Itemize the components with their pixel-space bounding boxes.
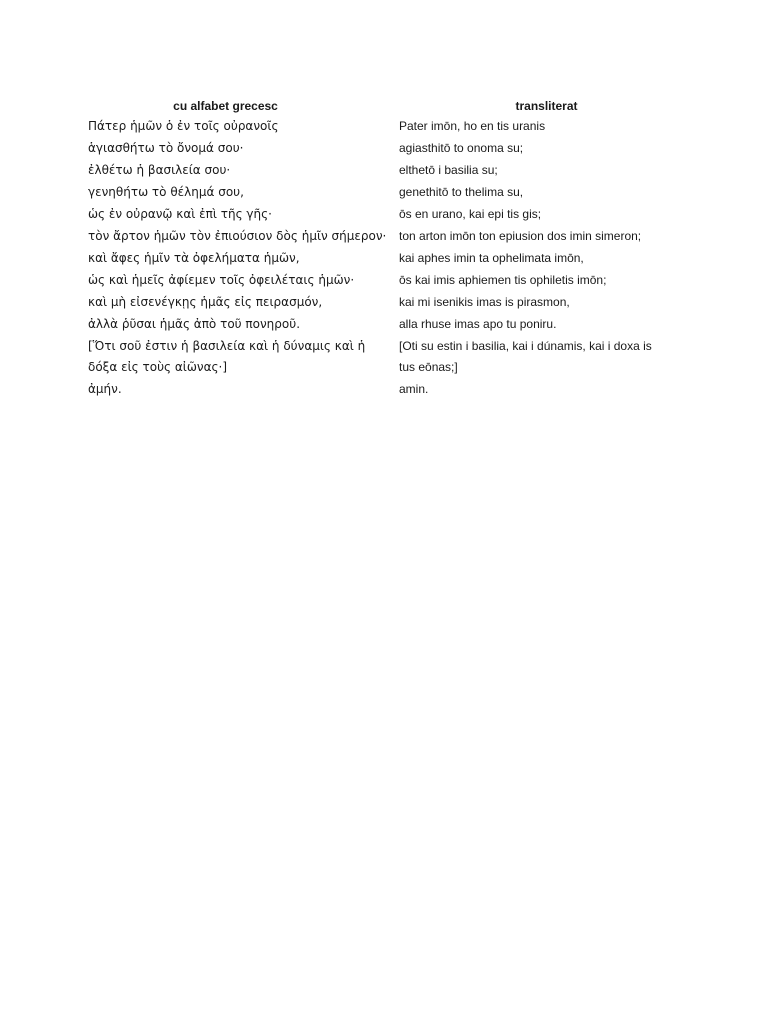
greek-line: ἐλθέτω ἡ βασιλεία σου· xyxy=(88,163,231,177)
transliterated-line: [Oti su estin i basilia, kai i dúnamis, kai i doxa is tus eōnas;] xyxy=(399,339,652,374)
transliterated-line: kai mi isenikis imas is pirasmon, xyxy=(399,295,570,309)
header-transliterated: transliterat xyxy=(515,98,578,113)
transliterated-line: agiasthitō to onoma su; xyxy=(399,141,524,155)
greek-line: τὸν ἄρτον ἡμῶν τὸν ἐπιούσιον δὸς ἡμῖν σήμερον· xyxy=(88,229,387,243)
table-row xyxy=(85,182,681,204)
greek-line: καὶ μὴ εἰσενέγκῃς ἡμᾶς εἰς πειρασμόν, xyxy=(88,295,323,309)
greek-line: ἀλλὰ ῥῦσαι ἡμᾶς ἀπὸ τοῦ πονηροῦ. xyxy=(88,317,301,331)
greek-line: ὡς καὶ ἡμεῖς ἀφίεμεν τοῖς ὀφειλέταις ἡμῶν· xyxy=(88,273,355,287)
table-row xyxy=(85,204,681,226)
greek-line: Πάτερ ἡμῶν ὁ ἐν τοῖς οὐρανοῖς xyxy=(88,119,279,133)
table-row xyxy=(85,336,681,379)
table-row xyxy=(85,160,681,182)
table-row xyxy=(85,292,681,314)
transliterated-line: ton arton imōn ton epiusion dos imin simeron; xyxy=(399,229,642,243)
table-row xyxy=(85,116,681,138)
header-greek-alphabet: cu alfabet grecesc xyxy=(173,98,278,113)
greek-line: γενηθήτω τὸ θέλημά σου, xyxy=(88,185,244,199)
table-row xyxy=(85,248,681,270)
greek-line: [Ὅτι σοῦ ἐστιν ἡ βασιλεία καὶ ἡ δύναμις καὶ ἡ δόξα εἰς τοὺς αἰῶνας·] xyxy=(88,339,366,374)
greek-line: ὡς ἐν οὐρανῷ καὶ ἐπὶ τῆς γῆς· xyxy=(88,207,272,221)
table-row xyxy=(85,138,681,160)
greek-line: καὶ ἄφες ἡμῖν τὰ ὀφελήματα ἡμῶν, xyxy=(88,251,300,265)
prayer-table xyxy=(85,95,681,401)
table-row xyxy=(85,379,681,401)
greek-line: ἀμήν. xyxy=(88,382,122,396)
transliterated-line: elthetō i basilia su; xyxy=(399,163,498,177)
greek-line: ἁγιασθήτω τὸ ὄνομά σου· xyxy=(88,141,244,155)
transliterated-line: Pater imōn, ho en tis uranis xyxy=(399,119,546,133)
header-row xyxy=(85,95,681,116)
table-row xyxy=(85,314,681,336)
transliterated-line: genethitō to thelima su, xyxy=(399,185,524,199)
transliterated-line: amin. xyxy=(399,382,429,396)
transliterated-line: ōs en urano, kai epi tis gis; xyxy=(399,207,542,221)
table-row xyxy=(85,270,681,292)
table-row xyxy=(85,226,681,248)
transliterated-line: alla rhuse imas apo tu poniru. xyxy=(399,317,557,331)
transliterated-line: ōs kai imis aphiemen tis ophiletis imōn; xyxy=(399,273,607,287)
transliterated-line: kai aphes imin ta ophelimata imōn, xyxy=(399,251,584,265)
